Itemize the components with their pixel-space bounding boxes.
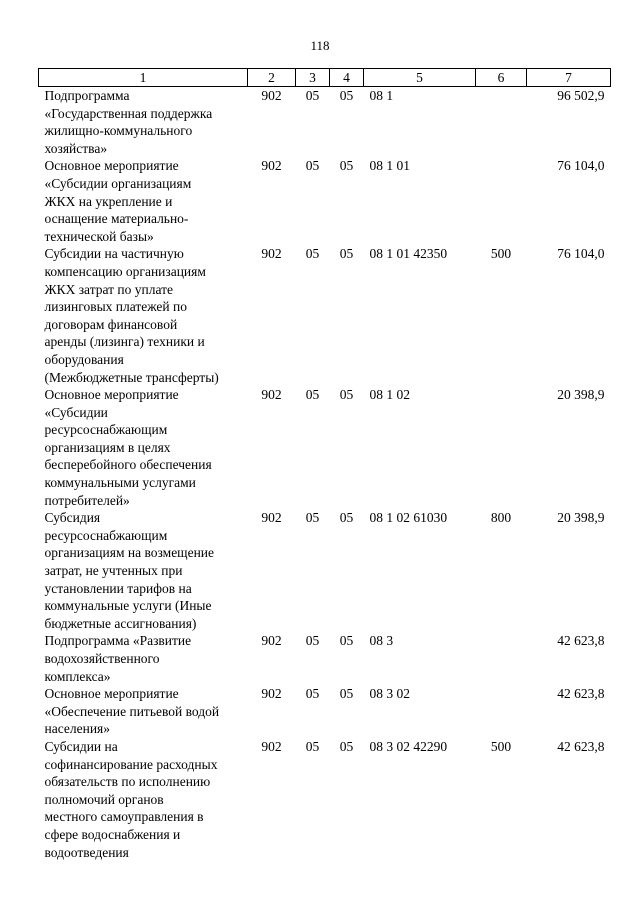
item-name-line: затрат, не учтенных при — [44, 563, 183, 579]
item-name — [39, 386, 248, 509]
subsection-code: 05 — [339, 88, 354, 103]
item-name-line: компенсацию организациям — [44, 263, 206, 279]
item-name-line: сфере водоснабжения и — [44, 826, 181, 842]
item-name-line: Субсидия — [44, 510, 101, 526]
item-name-line: аренды (лизинга) техники и — [44, 334, 205, 350]
target-article-code: 08 3 02 — [369, 686, 410, 702]
item-name-line: оборудования — [44, 351, 124, 367]
table-row — [39, 738, 611, 861]
item-name-line: населения» — [44, 721, 111, 737]
item-name — [39, 509, 248, 632]
item-name-line: организациям в целях — [44, 439, 171, 455]
page-number: 118 — [310, 38, 330, 53]
table-row — [39, 685, 611, 738]
subsection-code: 05 — [339, 738, 354, 754]
target-article-code: 08 1 01 42350 — [369, 246, 448, 262]
column-header-6: 6 — [476, 69, 527, 87]
item-name-line: Основное мероприятие — [44, 387, 179, 403]
item-name-line: жилищно-коммунального — [44, 123, 193, 139]
amount: 42 623,8 — [557, 633, 605, 649]
expense-type-code — [476, 632, 527, 685]
item-name-line: обязательств по исполнению — [44, 774, 211, 790]
expense-type-code: 500 — [490, 246, 512, 262]
amount: 96 502,9 — [557, 88, 605, 103]
column-header-4: 4 — [330, 69, 364, 87]
table-row — [39, 509, 611, 632]
grbs-code: 902 — [261, 246, 282, 262]
item-name-line: местного самоуправления в — [44, 809, 204, 825]
item-name-line: ЖКХ затрат по уплате — [44, 281, 174, 297]
target-article-code: 08 1 01 — [369, 158, 410, 174]
column-header-5: 5 — [364, 69, 476, 87]
target-article-code: 08 1 02 — [369, 387, 410, 403]
table-row — [39, 632, 611, 685]
item-name-line: «Субсидии — [44, 404, 108, 420]
amount: 76 104,0 — [557, 246, 605, 262]
item-name-line: Субсидии на — [44, 738, 118, 754]
item-name — [39, 87, 248, 158]
subsection-code: 05 — [339, 158, 354, 174]
table-row — [39, 245, 611, 386]
item-name-line: установлении тарифов на — [44, 580, 192, 596]
amount: 76 104,0 — [557, 158, 605, 174]
expense-type-code — [476, 685, 527, 738]
column-header-7: 7 — [527, 69, 611, 87]
column-header-1: 1 — [39, 69, 248, 87]
grbs-code: 902 — [261, 88, 282, 103]
grbs-code: 902 — [261, 738, 282, 754]
section-code: 05 — [305, 158, 320, 174]
section-code: 05 — [305, 246, 320, 262]
header-row — [39, 69, 611, 87]
item-name-line: «Государственная поддержка — [44, 105, 213, 121]
amount: 42 623,8 — [557, 738, 605, 754]
item-name-line: «Обеспечение питьевой водой — [44, 703, 220, 719]
section-code: 05 — [305, 387, 320, 403]
item-name-line: водоотведения — [44, 844, 129, 860]
amount: 20 398,9 — [557, 510, 605, 526]
column-header-2: 2 — [248, 69, 296, 87]
grbs-code: 902 — [261, 633, 282, 649]
item-name-line: Подпрограмма «Развитие — [44, 633, 192, 649]
item-name-line: ресурсоснабжающим — [44, 527, 168, 543]
subsection-code: 05 — [339, 686, 354, 702]
item-name-line: Основное мероприятие — [44, 686, 179, 702]
grbs-code: 902 — [261, 510, 282, 526]
budget-table — [38, 68, 611, 861]
grbs-code: 902 — [261, 387, 282, 403]
grbs-code: 902 — [261, 158, 282, 174]
target-article-code: 08 3 — [369, 633, 394, 649]
subsection-code: 05 — [339, 246, 354, 262]
target-article-code: 08 1 02 61030 — [369, 510, 448, 526]
item-name-line: (Межбюджетные трансферты) — [44, 369, 219, 385]
column-header-3: 3 — [296, 69, 330, 87]
item-name-line: лизинговых платежей по — [44, 299, 187, 315]
item-name-line: технической базы» — [44, 228, 154, 244]
item-name-line: организациям на возмещение — [44, 545, 215, 561]
item-name — [39, 685, 248, 738]
expense-type-code: 800 — [490, 510, 512, 526]
item-name-line: Основное мероприятие — [44, 158, 179, 174]
item-name-line: хозяйства» — [44, 140, 108, 156]
subsection-code: 05 — [339, 387, 354, 403]
item-name-line: оснащение материально- — [44, 211, 189, 227]
item-name — [39, 245, 248, 386]
expense-type-code — [476, 157, 527, 245]
target-article-code: 08 1 — [369, 88, 394, 103]
table-row — [39, 87, 611, 158]
item-name-line: бесперебойного обеспечения — [44, 457, 212, 473]
item-name — [39, 738, 248, 861]
table-row — [39, 386, 611, 509]
item-name — [39, 157, 248, 245]
item-name-line: договорам финансовой — [44, 316, 178, 332]
target-article-code: 08 3 02 42290 — [369, 738, 448, 754]
item-name-line: софинансирование расходных — [44, 756, 218, 772]
item-name-line: потребителей» — [44, 492, 130, 508]
item-name-line: водохозяйственного — [44, 651, 160, 666]
table-row — [39, 157, 611, 245]
section-code: 05 — [305, 633, 320, 649]
section-code: 05 — [305, 686, 320, 702]
subsection-code: 05 — [339, 510, 354, 526]
amount: 20 398,9 — [557, 387, 605, 403]
item-name-line: Субсидии на частичную — [44, 246, 184, 262]
item-name-line: ресурсоснабжающим — [44, 422, 168, 438]
item-name-line: коммунальными услугами — [44, 475, 196, 491]
section-code: 05 — [305, 510, 320, 526]
expense-type-code — [476, 386, 527, 509]
item-name-line: коммунальные услуги (Иные — [44, 598, 212, 614]
item-name-line: комплекса» — [44, 668, 111, 684]
section-code: 05 — [305, 88, 320, 103]
amount: 42 623,8 — [557, 686, 605, 702]
item-name-line: «Субсидии организациям — [44, 175, 192, 191]
item-name — [39, 632, 248, 685]
item-name-line: полномочий органов — [44, 791, 164, 807]
item-name-line: бюджетные ассигнования) — [44, 615, 197, 631]
expense-type-code: 500 — [490, 738, 512, 754]
subsection-code: 05 — [339, 633, 354, 649]
item-name-line: Подпрограмма — [44, 88, 130, 103]
section-code: 05 — [305, 738, 320, 754]
item-name-line: ЖКХ на укрепление и — [44, 193, 173, 209]
expense-type-code — [476, 87, 527, 158]
grbs-code: 902 — [261, 686, 282, 702]
